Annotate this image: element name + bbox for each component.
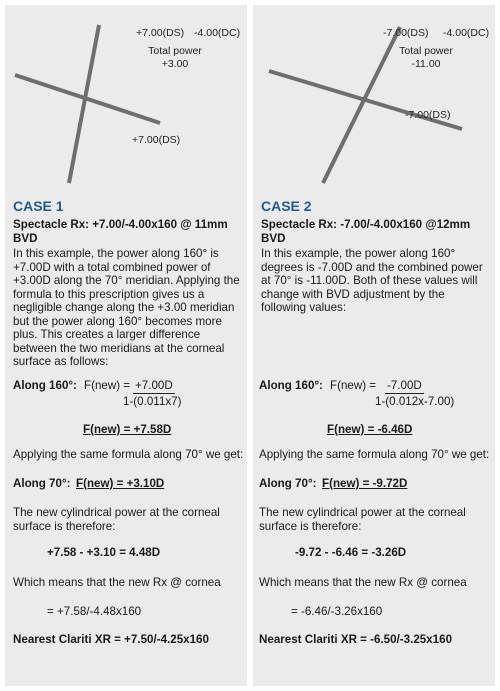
case1-meridian-70-line: [69, 25, 99, 183]
case2-label-right-ds: -7.00(DS): [405, 109, 451, 121]
case2-power-cross-diagram: [253, 5, 495, 190]
case2-along160-numerator: [385, 379, 424, 394]
case2-along160-lhs: F(new) =: [330, 379, 377, 392]
case1-nearest-lens: Nearest Clariti XR = +7.50/-4.25x160: [13, 633, 209, 646]
case1-result-160: F(new) = +7.58D: [83, 423, 172, 436]
case2-along70-value: F(new) = -9.72D: [322, 477, 408, 490]
case1-along160-lhs: F(new) =: [84, 379, 131, 392]
case2-new-rx: = -6.46/-3.26x160: [291, 605, 383, 618]
case2-panel: [253, 5, 495, 686]
case2-along160-label: Along 160°:: [259, 379, 323, 392]
case2-spectacle-rx: Spectacle Rx: -7.00/-4.00x160 @12mm BVD: [261, 218, 471, 245]
case1-along160-label: Along 160°:: [13, 379, 77, 392]
case1-title: CASE 1: [13, 198, 64, 214]
case2-along70-label: Along 70°:: [259, 477, 317, 490]
case1-applying-text: Applying the same formula along 70° we get:: [13, 448, 244, 461]
case1-along160-numerator-text: +7.00D: [135, 379, 173, 392]
case2-title: CASE 2: [261, 198, 312, 214]
case1-new-rx: = +7.58/-4.48x160: [47, 605, 142, 618]
case2-result-160: F(new) = -6.46D: [327, 423, 413, 436]
case2-applying-text: Applying the same formula along 70° we get:: [259, 448, 490, 461]
case1-total-power-value: +3.00: [161, 58, 189, 70]
case2-cyl-text: The new cylindrical power at the corneal surface is therefore:: [259, 506, 466, 533]
case1-along160-denominator: 1-(0.011x7): [123, 395, 182, 408]
case1-total-power-label: Total power: [148, 45, 202, 57]
case2-cyl-calc: -9.72 - -6.46 = -3.26D: [295, 546, 407, 559]
case1-label-top-dc: -4.00(DC): [194, 27, 241, 39]
case1-cyl-text: The new cylindrical power at the corneal surface is therefore:: [13, 506, 220, 533]
case1-label-top-ds: +7.00(DS): [136, 27, 185, 39]
case1-panel: [5, 5, 247, 686]
case1-cyl-calc: +7.58 - +3.10 = 4.48D: [47, 546, 161, 559]
case1-label-lower-ds: +7.00(DS): [132, 134, 181, 146]
case1-power-cross-diagram: [5, 5, 247, 190]
case2-label-top-ds: -7.00(DS): [383, 27, 429, 39]
case2-along160-denominator: 1-(0.012x-7.00): [375, 395, 455, 408]
case1-along160-numerator: [133, 379, 175, 394]
case2-means-text: Which means that the new Rx @ cornea: [259, 576, 467, 589]
case2-total-power-label: Total power: [399, 45, 453, 57]
case2-nearest-lens: Nearest Clariti XR = -6.50/-3.25x160: [259, 633, 453, 646]
case2-along160-numerator-text: -7.00D: [387, 379, 422, 392]
case2-total-power-value: -11.00: [411, 58, 441, 70]
case1-spectacle-rx: Spectacle Rx: +7.00/-4.00x160 @ 11mm BVD: [13, 218, 228, 245]
case1-along70-label: Along 70°:: [13, 477, 71, 490]
case1-explanation: In this example, the power along 160° is +7.00D with a total combined power of +3.00D along the 70° meridian. Applying the formula to this prescription gives us a negligible change along the +3.00 meridian but the power along 160° becomes more plus. This creates a larger difference between the two meridians at the corneal surface as follows:: [13, 247, 240, 368]
case1-along70-value: F(new) = +3.10D: [76, 477, 165, 490]
case2-explanation: In this example, the power along 160° degrees is -7.00D and the combined power at 70° is -11.00D. Both of these values will change with BVD adjustment by the following values:: [261, 247, 483, 314]
case2-label-top-dc: -4.00(DC): [443, 27, 490, 39]
case1-means-text: Which means that the new Rx @ cornea: [13, 576, 221, 589]
